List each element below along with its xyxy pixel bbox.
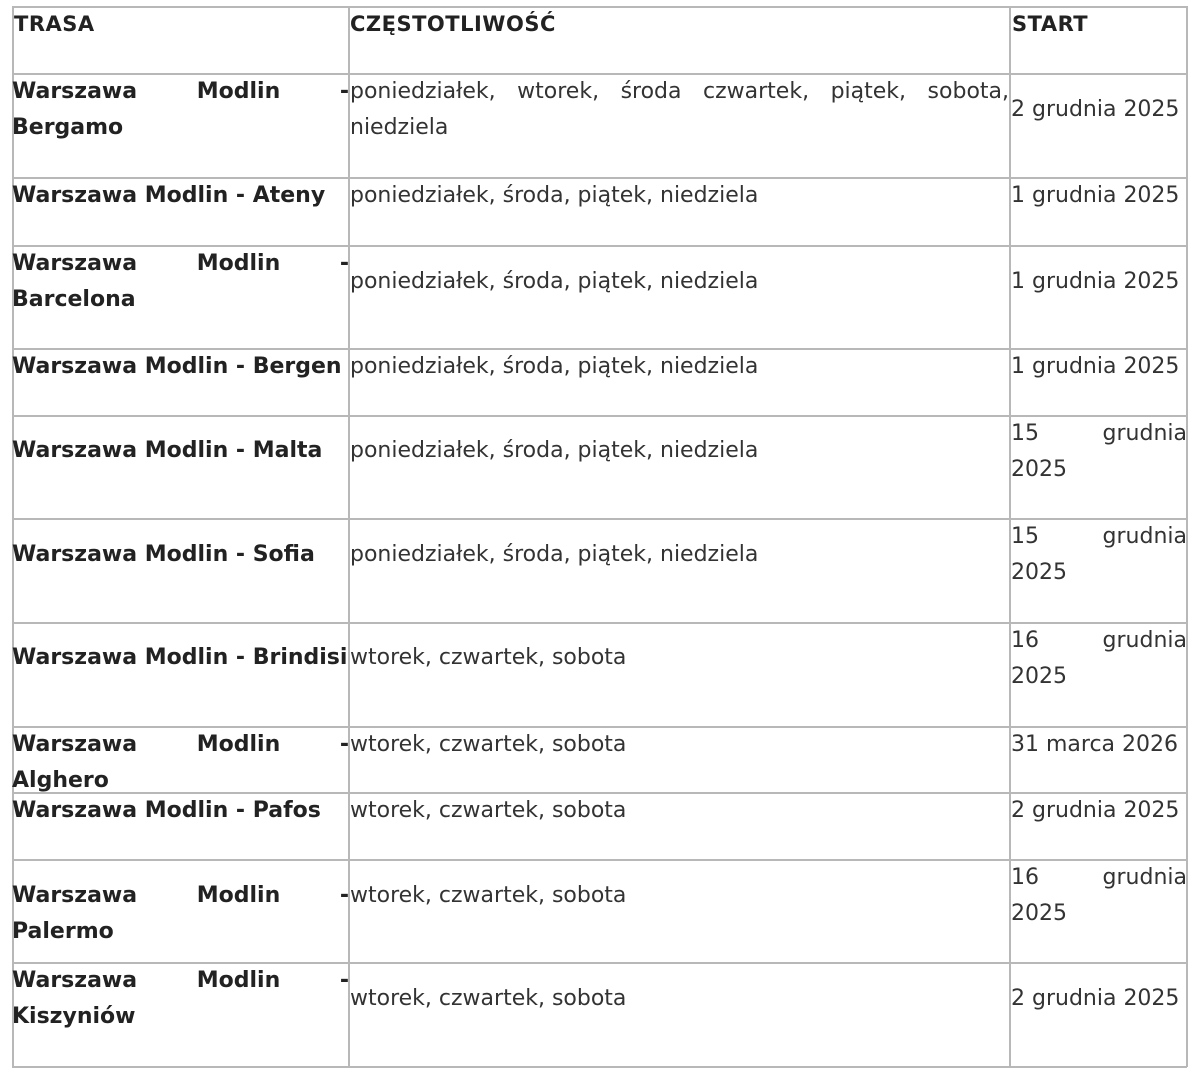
frequency-cell: wtorek, czwartek, sobota [350,645,627,670]
start-date-cell: 16 grudnia 2025 [1011,628,1187,689]
route-cell: Warszawa Modlin - Malta [12,438,323,463]
route-cell: Warszawa Modlin - Bergen [12,354,342,379]
route-cell: Warszawa Modlin - Ateny [12,183,326,208]
frequency-cell: poniedziałek, środa, piątek, niedziela [350,542,759,567]
start-date-cell: 15 grudnia 2025 [1011,524,1187,585]
frequency-cell: poniedziałek, środa, piątek, niedziela [350,438,759,463]
table-border-top [12,6,1187,8]
frequency-cell: poniedziałek, wtorek, środa czwartek, piątek, sobota, niedziela [350,79,1009,140]
route-cell: Warszawa Modlin - Pafos [12,798,321,823]
start-date-cell: 2 grudnia 2025 [1011,798,1180,823]
route-cell: Warszawa Modlin - Alghero [12,732,349,793]
route-cell: Warszawa Modlin - Palermo [12,883,349,944]
start-date-cell: 31 marca 2026 [1011,732,1179,757]
header-route: TRASA [14,12,95,36]
frequency-cell: wtorek, czwartek, sobota [350,732,627,757]
start-date-cell: 1 grudnia 2025 [1011,269,1180,294]
start-date-cell: 16 grudnia 2025 [1011,865,1187,926]
route-cell: Warszawa Modlin - Brindisi [12,645,348,670]
route-cell: Warszawa Modlin - Kiszyniów [12,968,349,1029]
header-frequency: CZĘSTOTLIWOŚĆ [350,12,556,36]
start-date-cell: 15 grudnia 2025 [1011,421,1187,482]
frequency-cell: poniedziałek, środa, piątek, niedziela [350,269,759,294]
route-cell: Warszawa Modlin - Barcelona [12,251,349,312]
start-date-cell: 2 grudnia 2025 [1011,986,1180,1011]
start-date-cell: 2 grudnia 2025 [1011,97,1180,122]
table-border-bottom [12,1066,1187,1068]
frequency-cell: wtorek, czwartek, sobota [350,798,627,823]
header-start: START [1012,12,1089,36]
frequency-cell: wtorek, czwartek, sobota [350,883,627,908]
frequency-cell: poniedziałek, środa, piątek, niedziela [350,354,759,379]
frequency-cell: poniedziałek, środa, piątek, niedziela [350,183,759,208]
route-cell: Warszawa Modlin - Bergamo [12,79,349,140]
start-date-cell: 1 grudnia 2025 [1011,183,1180,208]
start-date-cell: 1 grudnia 2025 [1011,354,1180,379]
route-cell: Warszawa Modlin - Sofia [12,542,315,567]
frequency-cell: wtorek, czwartek, sobota [350,986,627,1011]
